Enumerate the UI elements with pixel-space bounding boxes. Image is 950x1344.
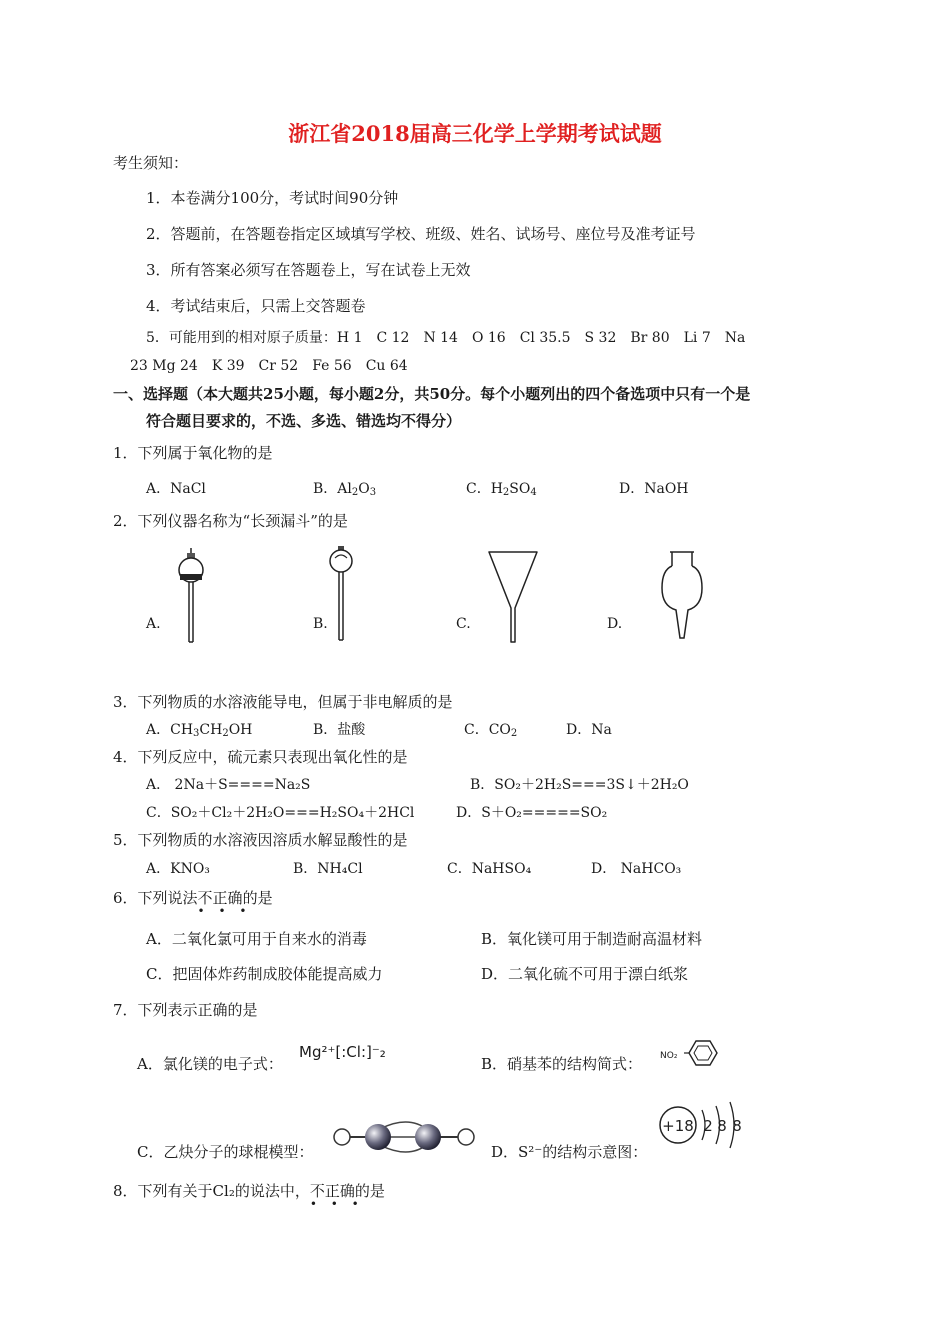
q6-option-b: B．氧化镁可用于制造耐高温材料 — [481, 930, 703, 948]
shell-2-count: 8 — [717, 1117, 727, 1135]
notice-item-4: 4．考试结束后，只需上交答题卷 — [146, 297, 366, 315]
section-heading-line1: 一、选择题（本大题共25小题，每小题2分，共50分。每个小题列出的四个备选项中只有一个是 — [113, 385, 751, 403]
q1-option-b: B．$Al_2O_3$ — [313, 481, 377, 498]
acetylene-ball-stick-icon — [332, 1116, 478, 1160]
q2-option-a: A. — [146, 616, 161, 632]
q6-stem: 6．下列说法不正确 • • • 的是 — [113, 889, 273, 918]
q3-stem: 3．下列物质的水溶液能导电，但属于非电解质的是 — [113, 693, 453, 711]
q2-option-c: C. — [456, 616, 471, 632]
q1-option-d: D．NaOH — [619, 481, 689, 497]
notice-item-5: 5．可能用到的相对原子质量：H 1 C 12 N 14 O 16 Cl 35.5 S 32 Br 80 Li 7 Na — [146, 330, 746, 346]
q4-stem: 4．下列反应中，硫元素只表现出氧化性的是 — [113, 748, 408, 766]
long-neck-funnel-icon — [326, 546, 356, 646]
q4-option-d: D．S＋O₂=====SO₂ — [456, 805, 608, 821]
q2-stem: 2．下列仪器名称为“长颈漏斗”的是 — [113, 512, 348, 530]
page-title: 浙江省2018届高三化学上学期考试试题 — [288, 121, 662, 146]
q8-stem: 8．下列有关于Cl₂的说法中，不正确 • • • 的是 — [113, 1182, 385, 1211]
q1-option-c: C．$H_2SO_4$ — [466, 481, 537, 498]
q7-option-b: B．硝基苯的结构简式： — [481, 1055, 643, 1073]
q6-option-a: A．二氧化氯可用于自来水的消毒 — [146, 930, 367, 948]
q4-option-b: B．SO₂＋2H₂S===3S↓＋2H₂O — [470, 777, 689, 793]
notice-item-2: 2．答题前，在答题卷指定区域填写学校、班级、姓名、试场号、座位号及准考证号 — [146, 225, 696, 243]
notice-item-1: 1．本卷满分100分，考试时间90分钟 — [146, 189, 399, 207]
q6-option-d: D．二氧化硫不可用于漂白纸浆 — [481, 965, 689, 983]
q4-option-a: A． 2Na＋S====Na₂S — [146, 777, 311, 793]
q1-stem: 1．下列属于氧化物的是 — [113, 444, 273, 462]
q5-option-a: A．KNO₃ — [146, 861, 210, 877]
q6-option-c: C．把固体炸药制成胶体能提高威力 — [146, 965, 383, 983]
bulb-funnel-icon — [660, 550, 704, 642]
q7-stem: 7．下列表示正确的是 — [113, 1001, 258, 1019]
q3-option-c: C．$CO_2$ — [464, 722, 518, 739]
q5-stem: 5．下列物质的水溶液因溶质水解显酸性的是 — [113, 831, 408, 849]
q2-option-d: D. — [607, 616, 623, 632]
shell-3-count: 8 — [732, 1117, 742, 1135]
q3-option-a: A．$CH_3CH_2OH$ — [146, 722, 253, 739]
q5-option-d: D． NaHCO₃ — [591, 861, 682, 877]
notice-item-3: 3．所有答案必须写在答题卷上，写在试卷上无效 — [146, 261, 471, 279]
mgcl2-electron-formula: Mg²⁺[:Cl:]⁻₂ — [299, 1043, 386, 1061]
section-heading-line2: 符合题目要求的，不选、多选、错选均不得分） — [146, 412, 462, 430]
q7-option-a: A．氯化镁的电子式： — [137, 1055, 283, 1073]
funnel-icon — [487, 550, 539, 646]
sulfide-structure-diagram — [658, 1100, 742, 1150]
nucleus-charge: +18 — [662, 1117, 694, 1135]
nitro-group-label: NO₂ — [660, 1051, 678, 1061]
q3-option-b: B．盐酸 — [313, 722, 366, 738]
separatory-funnel-icon — [174, 548, 208, 646]
q5-option-b: B．NH₄Cl — [293, 861, 363, 877]
q3-option-d: D．Na — [566, 722, 612, 738]
notice-item-5-cont: 23 Mg 24 K 39 Cr 52 Fe 56 Cu 64 — [130, 358, 408, 374]
benzene-ring-icon — [684, 1038, 720, 1070]
q8-emphasis: 不正确 • • • — [309, 1182, 364, 1211]
q1-option-a: A．NaCl — [146, 481, 206, 497]
q5-option-c: C．NaHSO₄ — [447, 861, 532, 877]
q4-option-c: C．SO₂＋Cl₂＋2H₂O===H₂SO₄＋2HCl — [146, 805, 415, 821]
q2-option-b: B. — [313, 616, 328, 632]
shell-1-count: 2 — [703, 1117, 713, 1135]
q7-option-c: C．乙炔分子的球棍模型： — [137, 1143, 314, 1161]
q7-option-d: D．S²⁻的结构示意图： — [491, 1143, 648, 1161]
notice-heading: 考生须知： — [113, 154, 189, 172]
q6-emphasis: 不正确 • • • — [197, 889, 252, 918]
